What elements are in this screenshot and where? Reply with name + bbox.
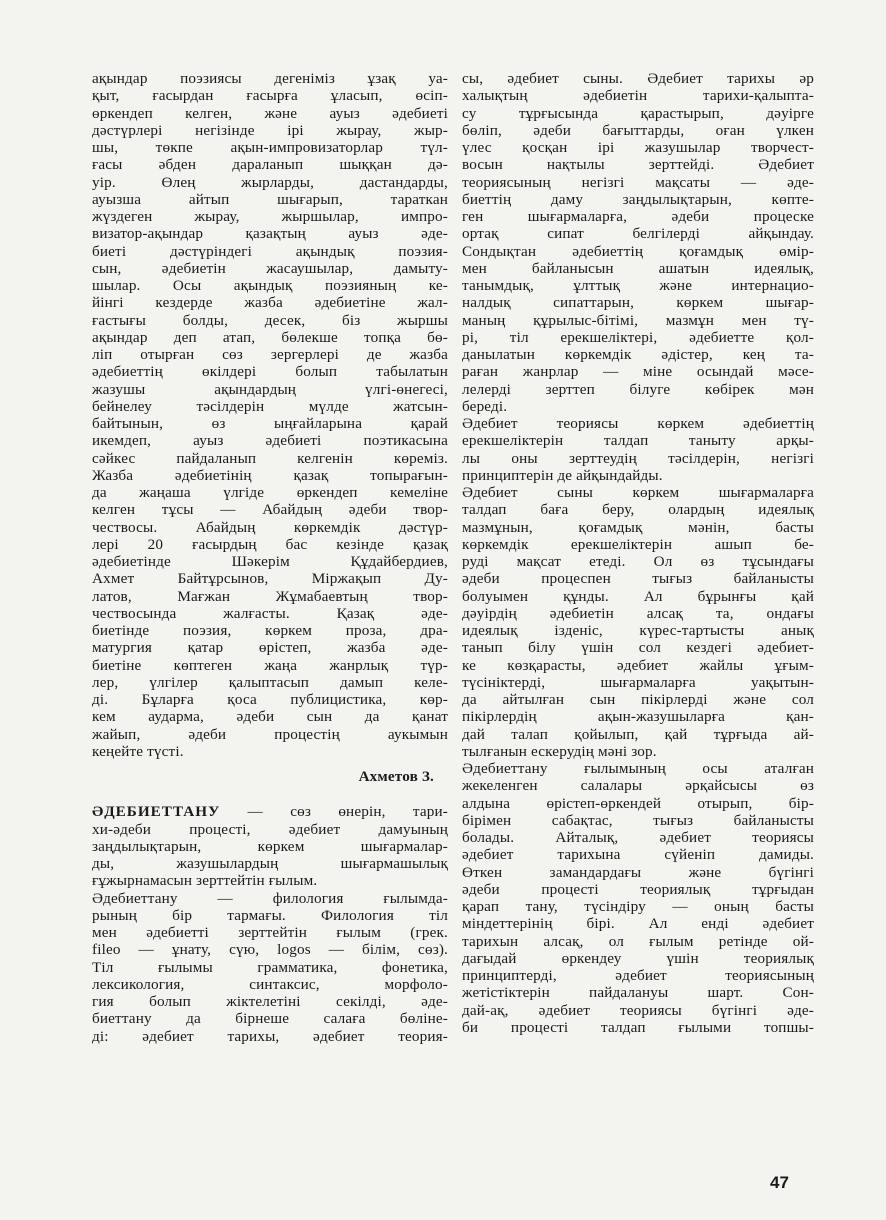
text-line: талдап баға беру, олардың идеялық [462,501,814,519]
text-line: матургия қатар өрістеп, жазба әде- [92,639,448,657]
text-line: Өткен замандардағы және бүгінгі [462,863,814,881]
text-line: ды, жазушылардың шығармашылық [92,855,448,872]
text-line: береді. [462,397,508,415]
text-line: алдына өрістеп-өркендей отырып, бір- [462,794,814,812]
text-line: дай-ақ, әдебиет теориясы бүгінгі әде- [462,1001,814,1019]
paragraph-definition [92,821,448,890]
entry-first-line [92,803,448,820]
text-line: маның құрылыс-бітімі, мазмұн мен тү- [462,311,814,329]
text-line: бірімен сабақтас, тығыз байланысты [462,811,814,829]
text-line: жетістіктерін пайдалануы шарт. Сон- [462,984,814,1002]
text-line: чествосында жалғасты. Қазақ әде- [92,604,448,622]
text-line: танып білу үшін сол кездегі әдебиет- [462,639,814,657]
text-line: байтынын, өз ыңғайларына қарай [92,415,448,432]
text-line: сын, әдебиетін жасаушылар, дамыту- [92,259,448,277]
text-line: хи-әдеби процесті, әдебиет дамуының [92,820,448,838]
text-line: шы, төкпе ақын-импровизаторлар түл- [92,139,448,156]
text-line: ді. Бұларға қоса публицистика, көр- [92,691,448,708]
right-column [462,70,814,1036]
text-line: да айтылған сын пікірлерді және сол [462,691,814,708]
text-line: пікірлердің ақын-жазушыларға қан- [462,708,814,726]
text-line: дәуірдің әдебиетін алсақ та, ондағы [462,604,814,622]
text-line: раған жанрлар — міне осындай мәсе- [462,363,814,381]
text-line: ерекшеліктерін талдап таныту арқы- [462,432,814,450]
text-line: Тіл ғылымы грамматика, фонетика, [92,958,448,976]
text-line: ке көзқарасты, әдебиет жайлы ұғым- [462,656,814,674]
text-line: Ахмет Байтұрсынов, Міржақып Ду- [92,570,448,588]
text-line: икемдеп, ауыз әдебиеті поэтикасына [92,432,448,450]
text-line: әдеби процеспен тығыз байланысты [462,570,814,588]
text-line: ауызша айтып шығарып, тараткан [92,190,448,208]
text-line: заңдылықтарын, көркем шығармалар- [92,837,448,855]
text-line: өркендеп келген, және ауыз әдебиеті [92,104,448,122]
text-line: биетіне көптеген жаңа жанрлық түр- [92,656,448,674]
text-line: қарап тану, түсіндіру — оның басты [462,898,814,915]
text-line: ді: әдебиет тарихы, әдебиет теория- [92,1027,448,1045]
text-line: ліп отырған сөз зергерлері де жазба [92,346,448,363]
text-line: чествосы. Абайдың көркемдік дәстүр- [92,518,448,536]
text-line: би процесті талдап ғылыми топшы- [462,1018,814,1036]
text-line: ғастығы болды, десек, біз жыршы [92,311,448,329]
text-line: данылатын көркемдік әдістер, кең та- [462,346,814,363]
text-line: Әдебиеттану — филология ғылымда- [92,889,448,907]
text-line: жазушы ақындардың үлгі-өнегесі, [92,380,448,398]
text-line: әдебиеттің өкілдері болып табылатын [92,363,448,381]
entry-headword: ӘДЕБИЕТТАНУ [92,803,221,821]
text-line: ақындар деп атап, бөлекше топқа бө- [92,328,448,346]
text-line: ортақ сипат белгілерді айқындау. [462,225,814,243]
text-line: лелерді зерттеп білуге көбірек мән [462,380,814,398]
text-line: тылғанын ескерудің мәні зор. [462,742,657,760]
page-number: 47 [770,1173,789,1192]
text-line: әдебиетінде Шәкерім Құдайбердиев, [92,553,448,570]
text-line: лер, үлгілер қалыптасып дамып келе- [92,673,448,691]
author-signature: Ахметов З. [358,768,434,785]
text-line: сы, әдебиет сыны. Әдебиет тарихы әр [462,70,814,87]
text-line: теориясының негізгі мақсаты — әде- [462,173,814,191]
text-line: Әдебиет сыны көркем шығармаларға [462,484,814,501]
text-line: шылар. Осы ақындық поэзияның ке- [92,277,448,294]
text-line: Жазба әдебиетінің қазақ топырағын- [92,466,448,484]
text-line: тарихын алсақ, ол ғылым ретінде ой- [462,932,814,950]
text-line: биеттану да бірнеше салаға бөліне- [92,1010,448,1028]
text-line: көркемдік ерекшеліктерін ашып бе- [462,535,814,553]
text-line: лексикология, синтаксис, морфоло- [92,975,448,993]
text-line: принциптерді, әдебиет теориясының [462,967,814,984]
text-line: дәстүрлері негізінде ірі жырау, жыр- [92,121,448,139]
text-line: болуымен құнды. Ал бұрынғы қай [462,587,814,605]
text-line: кем аударма, әдеби сын да қанат [92,708,448,726]
text-line: Сондықтан әдебиеттің қоғамдық өмір- [462,242,814,260]
text-line: жекеленген салалары әрқайсысы өз [462,777,814,795]
text-line: биеттің даму заңдылықтарын, көпте- [462,190,814,208]
text-line: руді мақсат етеді. Ол өз тұсындағы [462,553,814,570]
text-line: ғасы әбден дараланып шыққан дә- [92,156,448,174]
text-line: рі, тіл ерекшеліктері, әдебиетте қол- [462,328,814,346]
text-line: лері 20 ғасырдың бас кезінде қазақ [92,535,448,553]
text-line: идеялық ізденіс, күрес-тартысты анық [462,622,814,639]
text-line: сәйкес пайдаланып келгенін көреміз. [92,449,448,467]
text-line: мен әдебиетті зерттейтін ғылым (грек. [92,924,448,941]
text-line: су тұрғысында қарастырып, дәуірге [462,104,814,122]
text-line: да жаңаша үлгіде өркендеп кемеліне [92,484,448,501]
text-line: налдық сипаттарын, көркем шығар- [462,294,814,312]
paragraph-branches [462,760,814,1036]
text-line: халықтың әдебиетін тарихи-қалыпта- [462,87,814,105]
text-line: мазмұнын, қоғамдық мәнін, басты [462,518,814,536]
text-line: йінгі кездерде жазба әдебиетіне жал- [92,294,448,312]
text-line: бейнелеу тәсілдерін мүлде жатсын- [92,397,448,415]
text-line: жүздеген жырау, жыршылар, импро- [92,208,448,225]
text-line: ғұжырнамасын зерттейтін ғылым. [92,872,318,890]
text-line: гия болып жіктелетіні секілді, әде- [92,993,448,1010]
text-line: биетінде поэзия, көркем проза, дра- [92,622,448,639]
text-line: қыт, ғасырдан ғасырға ұласып, өсіп- [92,87,448,105]
text-line: танымдық, ұлттық және интернацио- [462,277,814,294]
text-line: рының бір тармағы. Филология тіл [92,906,448,924]
text-line: кеңейте түсті. [92,742,184,760]
text-line: Әдебиеттану ғылымының осы аталған [462,760,814,777]
text-line: визатор-ақындар қазақтың ауыз әде- [92,225,448,243]
text-line: лы оны зерттеудің тәсілдерін, негізгі [462,449,814,467]
left-column [92,70,448,1045]
text-line: уір. Өлең жырларды, дастандарды, [92,173,448,191]
text-line: латов, Мағжан Жұмабаевтың твор- [92,587,448,605]
text-line: жайып, әдеби процестің аукымын [92,725,448,743]
text-line: түсініктерді, шығармаларға уақытын- [462,673,814,691]
paragraph-philology [92,890,448,1045]
text-line: келген тұсы — Абайдың әдеби твор- [92,501,448,519]
text-line: үлес қосқан ірі жазушылар творчест- [462,139,814,156]
paragraph-criticism [462,484,814,760]
paragraph-theory [462,415,814,484]
text-line: биеті дәстүріндегі ақындық поэзия- [92,242,448,260]
text-line: fileo — ұнату, сүю, logos — білім, сөз). [92,941,448,959]
text-line: бөліп, әдеби бағыттарды, оған үлкен [462,121,814,139]
text-line: міндеттерінің бірі. Ал енді әдебиет [462,915,814,933]
text-line: болады. Айталық, әдебиет теориясы [462,829,814,846]
text-line: Әдебиет теориясы көркем әдебиеттің [462,415,814,432]
entry-first-rest: — сөз өнерін, тари- [220,803,448,821]
text-line: мен байланысын ашатын идеялық, [462,259,814,277]
text-line: принциптерін де айқындайды. [462,466,663,484]
paragraph-poetry [92,70,448,760]
text-line: әдебиет тарихына сүйеніп дамиды. [462,846,814,864]
text-line: дағыдай өркендеу үшін теориялық [462,949,814,967]
paragraph-history [462,70,814,415]
text-line: восын нақтылы зерттейді. Әдебиет [462,156,814,174]
text-line: дай талап қойылып, қай тұрғыда ай- [462,725,814,743]
text-line: ақындар поэзиясы дегеніміз ұзақ уа- [92,70,448,87]
text-line: әдеби процесті теориялық тұрғыдан [462,880,814,898]
text-line: ген шығармаларға, әдеби процеске [462,208,814,225]
